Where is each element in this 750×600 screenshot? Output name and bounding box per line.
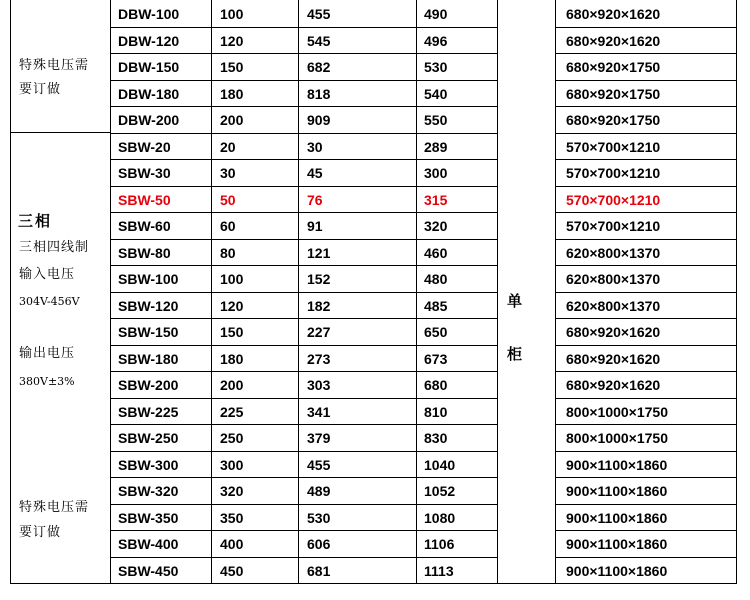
sbw-line-input-range: 304V-456V (19, 295, 80, 308)
current-cell: 455 (307, 457, 331, 473)
current-cell: 606 (307, 536, 331, 552)
capacity-cell: 350 (220, 510, 244, 526)
weight-cell: 460 (424, 245, 448, 261)
dimension-cell: 570×700×1210 (566, 192, 661, 208)
capacity-cell: 30 (220, 165, 236, 181)
weight-cell: 490 (424, 6, 448, 22)
capacity-cell: 60 (220, 218, 236, 234)
weight-cell: 830 (424, 430, 448, 446)
dimension-cell: 570×700×1210 (566, 165, 661, 181)
capacity-cell: 50 (220, 192, 236, 208)
sbw-note-line2: 要订做 (19, 525, 62, 540)
model-cell: SBW-20 (118, 139, 171, 155)
weight-cell: 673 (424, 351, 448, 367)
weight-cell: 810 (424, 404, 448, 420)
current-cell: 818 (307, 86, 331, 102)
capacity-cell: 400 (220, 536, 244, 552)
weight-cell: 650 (424, 324, 448, 340)
dbw-note-line1: 特殊电压需 (19, 58, 90, 73)
current-cell: 681 (307, 563, 331, 579)
dimension-cell: 620×800×1370 (566, 298, 661, 314)
dimension-cell: 680×920×1620 (566, 6, 661, 22)
capacity-cell: 150 (220, 59, 244, 75)
rule-left (10, 0, 11, 584)
dimension-cell: 900×1100×1860 (566, 563, 668, 579)
capacity-cell: 180 (220, 351, 244, 367)
cabinet-label-2: 柜 (507, 345, 523, 363)
current-cell: 91 (307, 218, 323, 234)
sbw-line-wiring: 三相四线制 (19, 240, 90, 255)
weight-cell: 315 (424, 192, 448, 208)
current-cell: 273 (307, 351, 331, 367)
model-cell: SBW-30 (118, 165, 171, 181)
weight-cell: 530 (424, 59, 448, 75)
capacity-cell: 300 (220, 457, 244, 473)
capacity-cell: 100 (220, 271, 244, 287)
dimension-cell: 680×920×1620 (566, 33, 661, 49)
model-cell: SBW-180 (118, 351, 179, 367)
dimension-cell: 680×920×1620 (566, 324, 661, 340)
current-cell: 152 (307, 271, 331, 287)
weight-cell: 289 (424, 139, 448, 155)
current-cell: 379 (307, 430, 331, 446)
model-cell: SBW-120 (118, 298, 179, 314)
weight-cell: 680 (424, 377, 448, 393)
capacity-cell: 250 (220, 430, 244, 446)
capacity-cell: 120 (220, 33, 244, 49)
current-cell: 227 (307, 324, 331, 340)
weight-cell: 1113 (424, 563, 454, 579)
current-cell: 45 (307, 165, 323, 181)
current-cell: 545 (307, 33, 331, 49)
model-cell: SBW-250 (118, 430, 179, 446)
capacity-cell: 120 (220, 298, 244, 314)
weight-cell: 496 (424, 33, 448, 49)
model-cell: DBW-200 (118, 112, 180, 128)
capacity-cell: 200 (220, 112, 244, 128)
capacity-cell: 450 (220, 563, 244, 579)
weight-cell: 1052 (424, 483, 456, 499)
weight-cell: 320 (424, 218, 448, 234)
dbw-note-line2: 要订做 (19, 82, 62, 97)
dimension-cell: 570×700×1210 (566, 139, 661, 155)
current-cell: 76 (307, 192, 323, 208)
model-cell: DBW-150 (118, 59, 180, 75)
dimension-cell: 680×920×1750 (566, 59, 661, 75)
sbw-line-input-label: 输入电压 (19, 267, 76, 282)
dimension-cell: 900×1100×1860 (566, 483, 668, 499)
sbw-line-output-label: 输出电压 (19, 346, 76, 361)
current-cell: 341 (307, 404, 331, 420)
rule-group-separator (10, 132, 111, 133)
model-cell: SBW-50 (118, 192, 171, 208)
capacity-cell: 100 (220, 6, 244, 22)
current-cell: 530 (307, 510, 331, 526)
weight-cell: 300 (424, 165, 448, 181)
capacity-cell: 180 (220, 86, 244, 102)
sbw-note-line1: 特殊电压需 (19, 500, 90, 515)
model-cell: SBW-400 (118, 536, 179, 552)
weight-cell: 550 (424, 112, 448, 128)
dimension-cell: 800×1000×1750 (566, 430, 668, 446)
model-cell: SBW-100 (118, 271, 179, 287)
current-cell: 682 (307, 59, 331, 75)
current-cell: 30 (307, 139, 323, 155)
dimension-cell: 620×800×1370 (566, 245, 661, 261)
model-cell: SBW-200 (118, 377, 179, 393)
model-cell: SBW-450 (118, 563, 179, 579)
dimension-cell: 680×920×1620 (566, 351, 661, 367)
weight-cell: 480 (424, 271, 448, 287)
current-cell: 182 (307, 298, 331, 314)
weight-cell: 1080 (424, 510, 456, 526)
dimension-cell: 620×800×1370 (566, 271, 661, 287)
capacity-cell: 20 (220, 139, 236, 155)
model-cell: SBW-320 (118, 483, 179, 499)
dimension-cell: 900×1100×1860 (566, 457, 668, 473)
capacity-cell: 200 (220, 377, 244, 393)
dimension-cell: 570×700×1210 (566, 218, 661, 234)
dimension-cell: 800×1000×1750 (566, 404, 668, 420)
model-cell: SBW-80 (118, 245, 171, 261)
dimension-cell: 900×1100×1860 (566, 536, 668, 552)
current-cell: 303 (307, 377, 331, 393)
model-cell: SBW-350 (118, 510, 179, 526)
model-cell: SBW-150 (118, 324, 179, 340)
sbw-line-output-range: 380V±3% (19, 375, 75, 388)
capacity-cell: 150 (220, 324, 244, 340)
dimension-cell: 680×920×1750 (566, 86, 661, 102)
model-cell: SBW-60 (118, 218, 171, 234)
capacity-cell: 225 (220, 404, 244, 420)
capacity-cell: 320 (220, 483, 244, 499)
sbw-title: 三相 (18, 212, 53, 230)
dimension-cell: 680×920×1750 (566, 112, 661, 128)
model-cell: DBW-180 (118, 86, 180, 102)
current-cell: 489 (307, 483, 331, 499)
weight-cell: 485 (424, 298, 448, 314)
model-cell: SBW-225 (118, 404, 179, 420)
model-cell: DBW-100 (118, 6, 180, 22)
current-cell: 455 (307, 6, 331, 22)
cabinet-label-1: 单 (507, 292, 523, 310)
current-cell: 909 (307, 112, 331, 128)
capacity-cell: 80 (220, 245, 236, 261)
weight-cell: 540 (424, 86, 448, 102)
weight-cell: 1106 (424, 536, 455, 552)
dimension-cell: 900×1100×1860 (566, 510, 668, 526)
model-cell: SBW-300 (118, 457, 179, 473)
weight-cell: 1040 (424, 457, 456, 473)
current-cell: 121 (307, 245, 331, 261)
dimension-cell: 680×920×1620 (566, 377, 661, 393)
model-cell: DBW-120 (118, 33, 180, 49)
